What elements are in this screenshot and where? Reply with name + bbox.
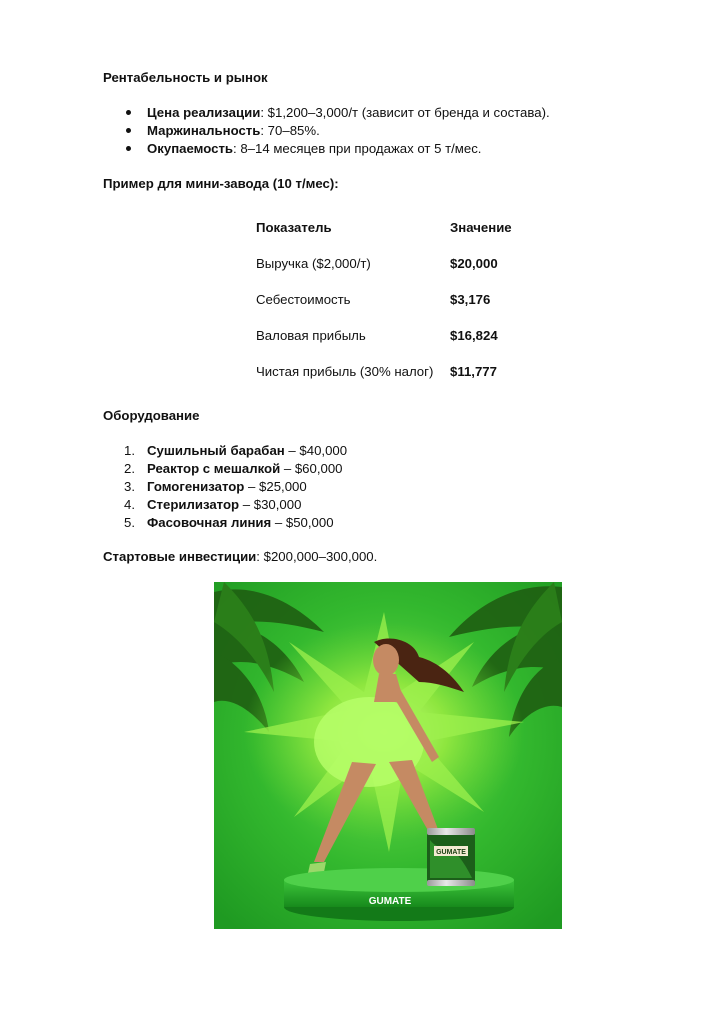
list-item: [124, 443, 348, 458]
list-number: 4.: [124, 497, 135, 512]
list-item: [124, 515, 334, 530]
table-header-indicator: Показатель: [256, 220, 332, 235]
list-item-text: – $50,000: [271, 515, 334, 530]
investment-line: [103, 549, 377, 564]
product-jar: [427, 828, 475, 886]
list-item-text: – $25,000: [244, 479, 307, 494]
list-item-text: : 70–85%.: [260, 123, 320, 138]
jar-label: GUMATE: [436, 849, 466, 856]
list-item-text: : $1,200–3,000/т (зависит от бренда и состава).: [260, 105, 550, 120]
list-item-text: – $30,000: [239, 497, 302, 512]
list-item-label: Гомогенизатор: [147, 479, 245, 494]
section-heading-equipment: Оборудование: [103, 408, 200, 423]
product-photo: [214, 582, 562, 929]
section-heading-profitability: Рентабельность и рынок: [103, 70, 268, 85]
table-header-value: Значение: [450, 220, 512, 235]
podium-label: GUMATE: [368, 896, 412, 907]
podium: [284, 868, 514, 921]
table-cell-value: $16,824: [450, 328, 498, 343]
list-item-text: – $40,000: [284, 443, 348, 458]
list-item-label: Фасовочная линия: [147, 515, 272, 530]
list-item-label: Маржинальность: [147, 123, 261, 138]
list-item: [147, 123, 320, 138]
list-number: 1.: [124, 443, 135, 458]
table-cell-label: Себестоимость: [256, 292, 351, 307]
table-cell-label: Валовая прибыль: [256, 328, 366, 343]
list-item-label: Сушильный барабан: [147, 443, 285, 458]
list-item: [124, 497, 302, 512]
bullet-icon: [126, 128, 131, 133]
table-cell-value: $20,000: [450, 256, 498, 271]
table-cell-value: $11,777: [450, 364, 497, 379]
list-number: 5.: [124, 515, 135, 530]
list-number: 2.: [124, 461, 135, 476]
table-cell-label: Выручка ($2,000/т): [256, 256, 371, 271]
list-item-label: Окупаемость: [147, 141, 234, 156]
list-item-label: Цена реализации: [147, 105, 261, 120]
bullet-icon: [126, 146, 131, 151]
bullet-icon: [126, 110, 131, 115]
table-cell-label: Чистая прибыль (30% налог): [256, 364, 434, 379]
list-item: [147, 105, 550, 120]
investment-label: Стартовые инвестиции: [103, 549, 257, 564]
list-item-label: Реактор с мешалкой: [147, 461, 281, 476]
table-cell-value: $3,176: [450, 292, 491, 307]
list-item-text: : 8–14 месяцев при продажах от 5 т/мес.: [233, 141, 482, 156]
list-item-text: – $60,000: [280, 461, 343, 476]
list-number: 3.: [124, 479, 135, 494]
list-item: [147, 141, 481, 156]
list-item-label: Стерилизатор: [147, 497, 240, 512]
section-heading-example: Пример для мини-завода (10 т/мес):: [103, 176, 339, 191]
list-item: [124, 479, 307, 494]
investment-value: : $200,000–300,000.: [256, 549, 378, 564]
list-item: [124, 461, 343, 476]
